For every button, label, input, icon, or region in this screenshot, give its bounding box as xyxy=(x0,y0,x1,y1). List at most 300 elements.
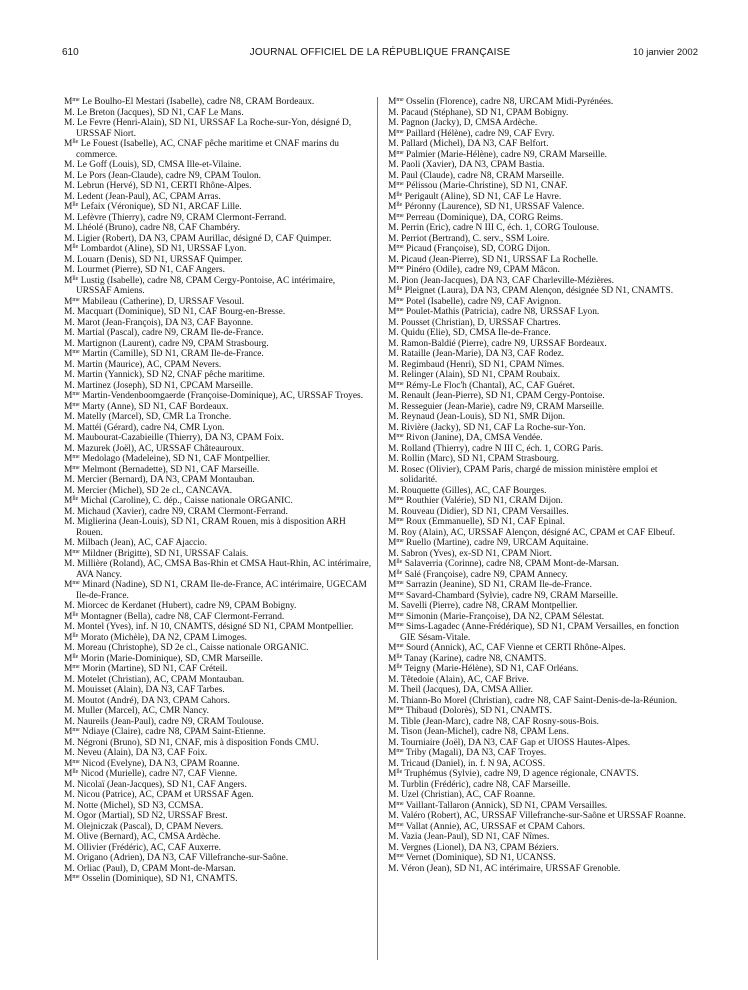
honorific: M. xyxy=(388,548,399,559)
honorific: M. xyxy=(64,328,75,338)
list-item xyxy=(64,538,372,549)
honorific: M. xyxy=(64,517,75,527)
list-item xyxy=(388,549,696,560)
list-item xyxy=(64,370,372,381)
honorific: M. xyxy=(388,779,399,790)
entry-text: Neveu (Alain), DA N3, CAF Foix. xyxy=(77,748,208,758)
list-item xyxy=(64,444,372,455)
list-item xyxy=(388,570,696,581)
entry-text: Perigault (Aline), SD N1, CAF Le Havre. xyxy=(404,191,562,202)
entry-text: Sabron (Yves), ex-SD N1, CPAM Niort. xyxy=(401,548,552,559)
list-item xyxy=(388,223,696,234)
honorific: $M^{lle}$ xyxy=(64,653,79,664)
honorific: M. xyxy=(388,758,399,769)
honorific: M. xyxy=(64,181,75,191)
list-item xyxy=(388,433,696,444)
honorific: M. xyxy=(64,443,75,454)
honorific: M. xyxy=(388,223,399,233)
honorific: $M^{me}$ xyxy=(388,244,404,254)
entry-text: Renault (Jean-Pierre), SD N1, CPAM Cergy-Pontoise. xyxy=(401,391,605,401)
entry-text: Medolago (Madeleine), SD N1, CAF Montpellier. xyxy=(82,454,271,464)
list-item xyxy=(388,423,696,434)
list-item xyxy=(64,864,372,875)
honorific: M. xyxy=(388,328,399,338)
honorific: $M^{me}$ xyxy=(388,265,404,275)
entry-text: Pallard (Michel), DA N3, CAF Belfort. xyxy=(401,139,549,149)
list-item xyxy=(64,675,372,686)
list-item xyxy=(388,769,696,780)
entry-text: Ogor (Martial), SD N2, URSSAF Brest. xyxy=(77,811,228,821)
entry-text: Martin-Vendenboomgaerde (Françoise-Dominique), AC, URSSAF Troyes. xyxy=(82,391,363,401)
honorific: M. xyxy=(388,401,399,412)
entry-text: Pélissou (Marie-Christine), SD N1, CNAF. xyxy=(406,181,568,191)
list-item xyxy=(64,612,372,623)
honorific: $M^{me}$ xyxy=(388,622,404,632)
list-item xyxy=(64,433,372,444)
entry-text: Martinez (Joseph), SD N1, CPCAM Marseille. xyxy=(77,380,254,391)
list-item xyxy=(388,507,696,518)
honorific: $M^{me}$ xyxy=(64,664,80,674)
entry-text: Olejniczak (Pascal), D, CPAM Nevers. xyxy=(77,821,224,832)
honorific: $M^{me}$ xyxy=(64,580,80,590)
list-item xyxy=(388,318,696,329)
honorific: M. xyxy=(64,853,75,863)
list-item xyxy=(64,181,372,192)
list-item xyxy=(388,612,696,623)
list-item xyxy=(388,192,696,203)
entry-text: Rataille (Jean-Marie), DA N3, CAF Rodez. xyxy=(401,349,565,359)
entry-text: Routhier (Valérie), SD N1, CRAM Dijon. xyxy=(406,496,563,506)
entry-text: Montagner (Bella), cadre N8, CAF Clermont-Ferrand. xyxy=(80,611,285,622)
entry-text: Savelli (Pierre), cadre N8, CRAM Montpellier. xyxy=(401,601,578,611)
honorific: $M^{me}$ xyxy=(388,611,404,622)
list-item xyxy=(64,822,372,833)
honorific: M. xyxy=(388,422,399,433)
entry-text: Salaverria (Corinne), cadre N8, CPAM Mont-de-Marsan. xyxy=(404,559,619,569)
honorific: $M^{me}$ xyxy=(388,821,404,832)
honorific: M. xyxy=(64,170,75,181)
honorific: M. xyxy=(64,317,75,328)
entry-text: Orliac (Paul), D, CPAM Mont-de-Marsan. xyxy=(77,863,236,874)
entry-text: Le Fouest (Isabelle), AC, CNAF pêche maritime et CNAF marins du commerce. xyxy=(76,139,339,160)
entry-text: Pagnon (Jacky), D, CMSA Ardèche. xyxy=(401,118,538,128)
list-item xyxy=(64,738,372,749)
entry-text: Teigny (Marie-Hélène), SD N1, CAF Orléans. xyxy=(404,664,579,674)
honorific: M. xyxy=(388,485,399,496)
list-item xyxy=(64,696,372,707)
entry-text: Tible (Jean-Marc), cadre N8, CAF Rosny-sous-Bois. xyxy=(400,716,599,727)
honorific: $M^{me}$ xyxy=(64,401,80,412)
entry-text: Matelly (Marcel), SD, CMR La Tronche. xyxy=(77,412,232,422)
honorific: $M^{me}$ xyxy=(388,706,404,716)
entry-text: Perriot (Bertrand), C. serv., SSM Loire. xyxy=(401,233,550,244)
list-item xyxy=(388,234,696,245)
honorific: M. xyxy=(388,601,399,611)
list-item xyxy=(388,675,696,686)
entry-text: Morato (Michèle), DA N2, CPAM Limoges. xyxy=(80,632,247,643)
honorific: $M^{me}$ xyxy=(388,296,404,307)
entry-text: Miorcec de Kerdanet (Hubert), cadre N9, CPAM Bobigny. xyxy=(77,601,297,611)
journal-title: JOURNAL OFFICIEL DE LA RÉPUBLIQUE FRANÇAISE xyxy=(249,47,511,58)
entry-text: Tison (Jean-Michel), cadre N8, CPAM Lens. xyxy=(400,727,569,737)
list-item xyxy=(388,181,696,192)
list-item xyxy=(388,685,696,696)
list-item xyxy=(64,412,372,423)
honorific: M. xyxy=(388,842,399,853)
entry-text: Louarn (Denis), SD N1, URSSAF Quimper. xyxy=(77,254,243,265)
honorific: M. xyxy=(64,821,75,832)
honorific: $M^{me}$ xyxy=(388,580,404,590)
entry-text: Poulet-Mathis (Patricia), cadre N8, URSSAF Lyon. xyxy=(406,307,600,317)
honorific: M. xyxy=(388,317,399,328)
honorific: M. xyxy=(64,265,75,275)
honorific: $M^{me}$ xyxy=(388,517,404,527)
entry-text: Valéro (Robert), AC, URSSAF Villefranche-sur-Saône et URSSAF Roanne. xyxy=(400,811,686,821)
list-item xyxy=(388,622,696,643)
entry-text: Osselin (Florence), cadre N8, URCAM Midi-Pyrénées. xyxy=(406,97,614,107)
list-item xyxy=(388,822,696,833)
honorific: M. xyxy=(388,527,399,538)
honorific: M. xyxy=(388,338,399,349)
entry-text: Le Fevre (Henri-Alain), SD N1, URSSAF La Roche-sur-Yon, désigné D, URSSAF Niort. xyxy=(76,118,352,139)
list-item xyxy=(388,286,696,297)
entry-text: Tricaud (Daniel), in. f. N 9A, ACOSS. xyxy=(400,758,546,769)
honorific: M. xyxy=(388,443,399,454)
honorific: M. xyxy=(64,811,75,821)
honorific: M. xyxy=(64,191,75,202)
list-item xyxy=(388,339,696,350)
list-item xyxy=(388,790,696,801)
list-item xyxy=(388,328,696,339)
honorific: $M^{lle}$ xyxy=(388,569,403,580)
entry-text: Sourd (Annick), AC, CAF Vienne et CERTI Rhône-Alpes. xyxy=(406,643,626,653)
list-item xyxy=(64,717,372,728)
honorific: M. xyxy=(64,160,75,170)
honorific: $M^{me}$ xyxy=(388,643,404,653)
list-item xyxy=(388,601,696,612)
honorific: M. xyxy=(388,863,399,874)
list-item xyxy=(64,202,372,213)
honorific: M. xyxy=(388,370,399,380)
entry-text: Rollin (Marc), SD N1, CPAM Strasbourg. xyxy=(401,454,559,464)
entry-text: Quidu (Elie), SD, CMSA Ile-de-France. xyxy=(401,328,551,338)
entry-text: Perreau (Dominique), DA, CORG Reims. xyxy=(406,212,564,223)
entry-text: Osselin (Dominique), SD N1, CNAMTS. xyxy=(82,874,238,884)
honorific: M. xyxy=(388,811,399,821)
entry-text: Sarrazin (Jeanine), SD N1, CRAM Ile-de-France. xyxy=(406,580,592,590)
entry-text: Lustig (Isabelle), cadre N8, CPAM Cergy-Pontoise, AC intérimaire, URSSAF Amiens. xyxy=(76,275,336,296)
entry-text: Lefaix (Véronique), SD N1, ARCAF Lille. xyxy=(80,202,242,212)
list-item xyxy=(388,748,696,759)
entry-text: Rosec (Olivier), CPAM Paris, chargé de mission ministère emploi et solidarité. xyxy=(400,464,658,485)
entry-text: Naureils (Jean-Paul), cadre N9, CRAM Toulouse. xyxy=(77,716,264,727)
list-item xyxy=(64,769,372,780)
list-item xyxy=(388,118,696,129)
entry-text: Véron (Jean), SD N1, AC intérimaire, URSSAF Grenoble. xyxy=(400,863,621,874)
entry-text: Macquart (Dominique), SD N1, CAF Bourg-en-Bresse. xyxy=(77,307,286,317)
entry-text: Olive (Bernard), AC, CMSA Ardèche. xyxy=(77,832,221,842)
entry-text: Theil (Jacques), DA, CMSA Allier. xyxy=(400,685,533,695)
list-item xyxy=(64,223,372,234)
list-item xyxy=(388,759,696,770)
entry-text: Thibaud (Dolorès), SD N1, CNAMTS. xyxy=(405,706,552,716)
list-item xyxy=(64,622,372,633)
list-item xyxy=(64,454,372,465)
honorific: M. xyxy=(64,863,75,874)
list-item xyxy=(388,843,696,854)
list-item xyxy=(64,475,372,486)
entry-text: Têtedoie (Alain), AC, CAF Brive. xyxy=(400,674,529,685)
list-item xyxy=(388,171,696,182)
honorific: $M^{lle}$ xyxy=(388,202,403,212)
honorific: $M^{me}$ xyxy=(64,391,80,401)
honorific: M. xyxy=(64,233,75,244)
list-item xyxy=(388,864,696,875)
list-item xyxy=(388,108,696,119)
list-item xyxy=(64,139,372,160)
issue-date: 10 janvier 2002 xyxy=(633,47,698,58)
honorific: M. xyxy=(388,254,399,265)
page-header xyxy=(62,47,698,63)
honorific: $M^{me}$ xyxy=(388,538,404,548)
honorific: $M^{me}$ xyxy=(388,496,404,506)
entry-text: Martin (Yannick), SD N2, CNAF pêche maritime. xyxy=(77,370,265,380)
honorific: M. xyxy=(64,674,75,685)
honorific: M. xyxy=(64,370,75,380)
entry-text: Picaud (Françoise), SD, CORG Dijon. xyxy=(406,244,551,254)
honorific: $M^{lle}$ xyxy=(64,139,79,149)
list-item xyxy=(64,192,372,203)
list-item xyxy=(388,780,696,791)
list-item xyxy=(388,465,696,486)
honorific: $M^{me}$ xyxy=(388,800,404,811)
entry-text: Ruello (Martine), cadre N9, URCAM Aquitaine. xyxy=(406,538,589,548)
list-item xyxy=(388,496,696,507)
honorific: M. xyxy=(64,559,75,569)
honorific: M. xyxy=(64,716,75,727)
entry-text: Lombardot (Aline), SD N1, URSSAF Lyon. xyxy=(80,244,247,254)
list-item xyxy=(64,580,372,601)
entry-text: Lhéolé (Bruno), cadre N8, CAF Chambéry. xyxy=(77,223,240,233)
entry-text: Mazurek (Joël), AC, URSSAF Châteauroux. xyxy=(77,443,244,454)
honorific: M. xyxy=(388,107,399,118)
list-item xyxy=(388,244,696,255)
honorific: M. xyxy=(388,139,399,149)
list-item xyxy=(64,402,372,413)
entry-text: Turblin (Frédéric), cadre N8, CAF Marseille. xyxy=(400,779,571,790)
entry-text: Le Breton (Jacques), SD N1, CAF Le Mans. xyxy=(77,107,244,118)
entry-text: Melmont (Bernadette), SD N1, CAF Marseille. xyxy=(82,464,260,475)
honorific: M. xyxy=(64,601,75,611)
honorific: M. xyxy=(388,359,399,370)
entry-text: Palmier (Marie-Hélène), cadre N9, CRAM Marseille. xyxy=(406,149,608,160)
honorific: $M^{me}$ xyxy=(64,454,80,464)
honorific: M. xyxy=(64,790,75,800)
list-item xyxy=(64,790,372,801)
honorific: M. xyxy=(388,832,399,842)
list-item xyxy=(388,811,696,822)
list-item xyxy=(64,759,372,770)
honorific: $M^{lle}$ xyxy=(388,664,403,674)
entry-text: Michal (Caroline), C. dép., Caisse nationale ORGANIC. xyxy=(80,496,293,506)
honorific: $M^{lle}$ xyxy=(64,769,79,779)
entry-text: Vallat (Annie), AC, URSSAF et CPAM Cahors. xyxy=(405,821,585,832)
entry-text: Le Pors (Jean-Claude), cadre N9, CPAM Toulon. xyxy=(77,170,261,181)
list-item xyxy=(388,160,696,171)
entry-text: Pinéro (Odile), cadre N9, CPAM Mâcon. xyxy=(406,265,560,275)
entry-text: Pion (Jean-Jacques), DA N3, CAF Charleville-Mézières. xyxy=(401,275,615,286)
entry-text: Picaud (Jean-Pierre), SD N1, URSSAF La Rochelle. xyxy=(401,254,599,265)
list-item xyxy=(64,633,372,644)
honorific: M. xyxy=(388,170,399,181)
list-item xyxy=(64,108,372,119)
list-item xyxy=(64,832,372,843)
list-item xyxy=(388,129,696,140)
honorific: M. xyxy=(64,685,75,695)
honorific: $M^{me}$ xyxy=(64,548,80,559)
honorific: $M^{me}$ xyxy=(64,758,80,769)
honorific: M. xyxy=(388,412,399,422)
list-item xyxy=(388,643,696,654)
list-item xyxy=(64,559,372,580)
list-item xyxy=(64,496,372,507)
honorific: M. xyxy=(388,506,399,517)
entry-text: Mercier (Bernard), DA N3, CPAM Montauban. xyxy=(77,475,255,485)
honorific: M. xyxy=(64,433,75,443)
list-item xyxy=(64,360,372,371)
entry-text: Rouquette (Gilles), AC, CAF Bourges. xyxy=(401,485,547,496)
entry-text: Relinger (Alain), SD N1, CPAM Roubaix. xyxy=(401,370,561,380)
honorific: $M^{lle}$ xyxy=(64,632,79,643)
honorific: M. xyxy=(64,643,75,653)
entry-text: Mercier (Michel), SD 2e cl., CANCAVA. xyxy=(77,485,233,496)
honorific: M. xyxy=(64,118,75,128)
entry-text: Rivière (Jacky), SD N1, CAF La Roche-sur-Yon. xyxy=(401,422,586,433)
list-item xyxy=(64,706,372,717)
entry-text: Le Goff (Louis), SD, CMSA Ille-et-Vilaine. xyxy=(77,160,242,170)
entry-text: Minard (Nadine), SD N1, CRAM Ile-de-France, AC intérimaire, UGECAM Ile-de-France. xyxy=(76,580,367,601)
entry-text: Millière (Roland), AC, CMSA Bas-Rhin et CMSA Haut-Rhin, AC intérimaire, AVA Nancy. xyxy=(76,559,372,580)
honorific: M. xyxy=(388,391,399,401)
entry-text: Paoli (Xavier), DA N3, CPAM Bastia. xyxy=(401,160,545,170)
list-item xyxy=(64,118,372,139)
honorific: $M^{me}$ xyxy=(388,128,404,139)
list-item xyxy=(388,801,696,812)
list-item xyxy=(64,843,372,854)
list-item xyxy=(388,150,696,161)
honorific: $M^{lle}$ xyxy=(388,559,403,569)
entry-text: Rouveau (Didier), SD N1, CPAM Versailles. xyxy=(401,506,569,517)
honorific: M. xyxy=(388,233,399,244)
honorific: M. xyxy=(64,107,75,118)
honorific: $M^{me}$ xyxy=(388,181,404,191)
entry-text: Reynaud (Jean-Louis), SD N1, SMR Dijon. xyxy=(401,412,566,422)
honorific: $M^{me}$ xyxy=(64,97,80,107)
entry-text: Morin (Marie-Dominique), SD, CMR Marseille. xyxy=(80,653,263,664)
entry-text: Mattéi (Gérard), cadre N4, CMR Lyon. xyxy=(77,422,225,433)
entry-text: Rivon (Janine), DA, CMSA Vendée. xyxy=(406,433,543,443)
list-item xyxy=(388,202,696,213)
page-number: 610 xyxy=(62,47,79,58)
honorific: M. xyxy=(388,716,399,727)
honorific: $M^{lle}$ xyxy=(388,653,403,664)
entry-text: Vazia (Jean-Paul), SD N1, CAF Nîmes. xyxy=(400,832,550,842)
list-item xyxy=(388,255,696,266)
list-item xyxy=(388,717,696,728)
entry-text: Péronny (Laurence), SD N1, URSSAF Valence. xyxy=(404,202,585,212)
honorific: M. xyxy=(64,706,75,716)
list-item xyxy=(64,601,372,612)
honorific: $M^{lle}$ xyxy=(388,286,403,296)
list-item xyxy=(388,696,696,707)
entry-text: Miglierina (Jean-Louis), SD N1, CRAM Rouen, mis à disposition ARH Rouen. xyxy=(76,517,346,538)
honorific: M. xyxy=(388,118,399,128)
honorific: $M^{me}$ xyxy=(388,380,404,391)
list-item xyxy=(388,591,696,602)
list-item xyxy=(388,517,696,528)
entry-text: Mabileau (Catherine), D, URSSAF Vesoul. xyxy=(82,296,245,307)
entry-text: Mouisset (Alain), DA N3, CAF Tarbes. xyxy=(77,685,225,695)
honorific: $M^{me}$ xyxy=(64,874,80,884)
list-item xyxy=(64,486,372,497)
honorific: M. xyxy=(64,695,75,706)
entry-text: Martin (Maurice), AC, CPAM Nevers. xyxy=(77,359,222,370)
list-item xyxy=(388,139,696,150)
entry-text: Notte (Michel), SD N3, CCMSA. xyxy=(77,800,204,811)
entry-text: Savard-Chambard (Sylvie), cadre N9, CRAM Marseille. xyxy=(406,590,618,601)
honorific: M. xyxy=(64,422,75,433)
list-item xyxy=(388,349,696,360)
honorific: M. xyxy=(64,475,75,485)
entry-text: Roux (Emmanuelle), SD N1, CAF Epinal. xyxy=(406,517,565,527)
honorific: M. xyxy=(388,454,399,464)
list-item xyxy=(388,381,696,392)
list-item xyxy=(64,811,372,822)
list-item xyxy=(388,444,696,455)
list-item xyxy=(64,507,372,518)
entry-text: Sims-Lagadec (Anne-Frédérique), SD N1, CPAM Versailles, en fonction GIE Sésam-Vitale. xyxy=(400,622,679,643)
entry-text: Nicod (Evelyne), DA N3, CPAM Roanne. xyxy=(82,758,240,769)
list-item xyxy=(388,360,696,371)
entry-text: Nicou (Patrice), AC, CPAM et URSSAF Agen. xyxy=(77,790,254,800)
list-item xyxy=(64,276,372,297)
list-item xyxy=(388,402,696,413)
list-item xyxy=(64,97,372,108)
entry-text: Nicolaï (Jean-Jacques), SD N1, CAF Angers. xyxy=(77,779,247,790)
list-item xyxy=(64,874,372,885)
list-item xyxy=(64,801,372,812)
list-item xyxy=(388,454,696,465)
entry-text: Thiann-Bo Morel (Christian), cadre N8, CAF Saint-Denis-de-la-Réunion. xyxy=(400,695,678,706)
list-item xyxy=(64,297,372,308)
honorific: M. xyxy=(388,160,399,170)
list-item xyxy=(64,780,372,791)
honorific: M. xyxy=(388,790,399,800)
list-item xyxy=(64,465,372,476)
honorific: M. xyxy=(64,506,75,517)
list-item xyxy=(388,97,696,108)
honorific: $M^{me}$ xyxy=(64,349,80,359)
entry-text: Ligier (Robert), DA N3, CPAM Aurillac, désigné D, CAF Quimper. xyxy=(77,233,332,244)
list-item xyxy=(388,538,696,549)
honorific: $M^{lle}$ xyxy=(64,244,79,254)
honorific: M. xyxy=(64,307,75,317)
entry-text: Uzel (Christian), AC, CAF Roanne. xyxy=(401,790,536,800)
entry-text: Michaud (Xavier), cadre N9, CRAM Clermont-Ferrand. xyxy=(77,506,288,517)
honorific: M. xyxy=(64,223,75,233)
entry-text: Perrin (Eric), cadre N III C, éch. 1, CORG Toulouse. xyxy=(401,223,600,233)
entry-text: Maubourat-Cazabieille (Thierry), DA N3, CPAM Foix. xyxy=(77,433,284,443)
